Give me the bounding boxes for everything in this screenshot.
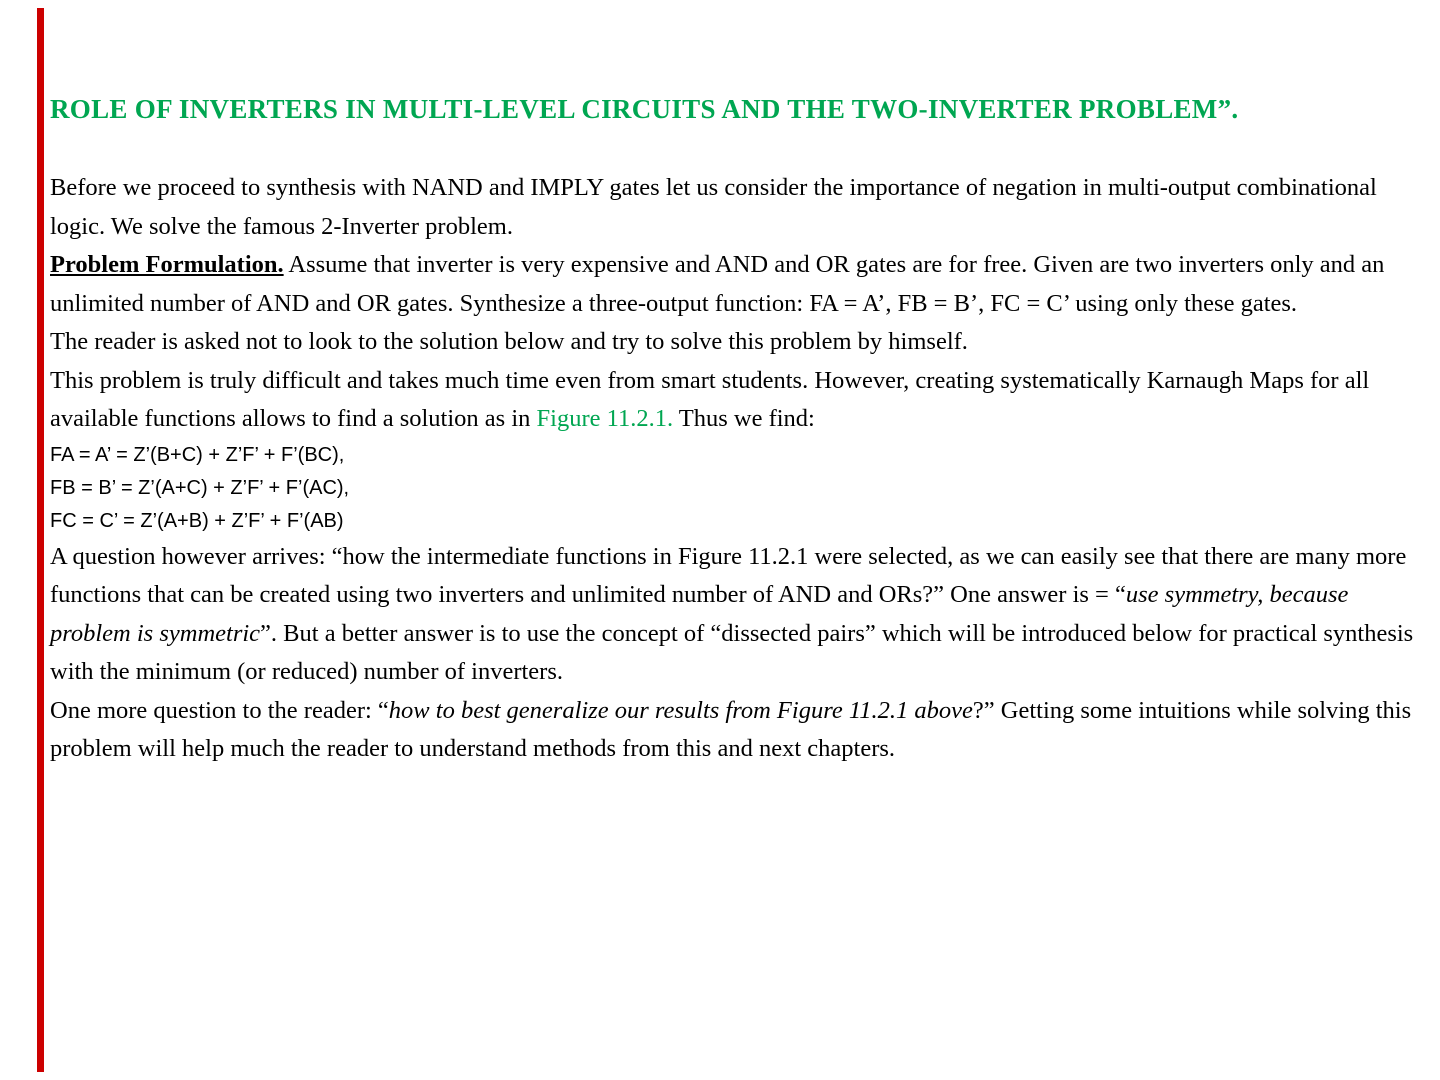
intro-text: Before we proceed to synthesis with NAND and IMPLY gates let us consider the importance of negation in multi-output combinational logic. We solve the famous 2-Inverter problem. [50,174,1377,240]
question-text-post: ”. But a better answer is to use the concept of “dissected pairs” which will be introduced below for practical synthesis with the minimum (or reduced) number of inverters. [50,619,1414,685]
paragraph-final-question [50,692,1428,769]
difficulty-text-pre: This problem is truly difficult and takes much time even from smart students. However, creating systematically Karnaugh Maps for all available functions allows to find a solution as in [50,366,1370,432]
formula-fa: FA = A’ = Z’(B+C) + Z’F’ + F’(BC), [50,443,345,466]
paragraph-reader-note [50,323,1428,362]
document-content [50,90,1428,769]
paragraph-problem-formulation [50,246,1428,323]
reader-note-text: The reader is asked not to look to the solution below and try to solve this problem by himself. [50,328,968,355]
problem-formulation-label: Problem Formulation. [50,251,284,278]
paragraph-difficulty [50,362,1428,439]
final-text-post: ?” Getting some intuitions while solving this problem will help much the reader to understand methods from this and next chapters. [50,696,1412,762]
question-text-pre: A question however arrives: “how the intermediate functions in Figure 11.2.1 were selected, as we can easily see that there are many more functions that can be created using two inverters and unlimited number of AND and ORs?” One answer is = “ [50,542,1407,608]
final-generalize-quote: how to best generalize our results from Figure 11.2.1 above [388,696,973,724]
page-title: ROLE OF INVERTERS IN MULTI-LEVEL CIRCUITS AND THE TWO-INVERTER PROBLEM”. [50,94,1239,124]
paragraph-intro [50,169,1428,246]
difficulty-text-post: Thus we find: [673,405,815,432]
formula-fb: FB = B’ = Z’(A+C) + Z’F’ + F’(AC), [50,476,350,499]
question-symmetry-quote: use symmetry, because problem is symmetric [50,581,1349,647]
formula-fc: FC = C’ = Z’(A+B) + Z’F’ + F’(AB) [50,509,344,532]
problem-formulation-text: Assume that inverter is very expensive and AND and OR gates are for free. Given are two inverters only and an unlimited number of AND and OR gates. Synthesize a three-output function: FA = A’, FB = B’, FC = C’ using only these gates. [50,251,1385,317]
figure-reference: Figure 11.2.1. [536,405,674,432]
left-accent-bar [37,8,44,1072]
final-text-pre: One more question to the reader: “ [50,696,389,724]
paragraph-question [50,538,1428,692]
